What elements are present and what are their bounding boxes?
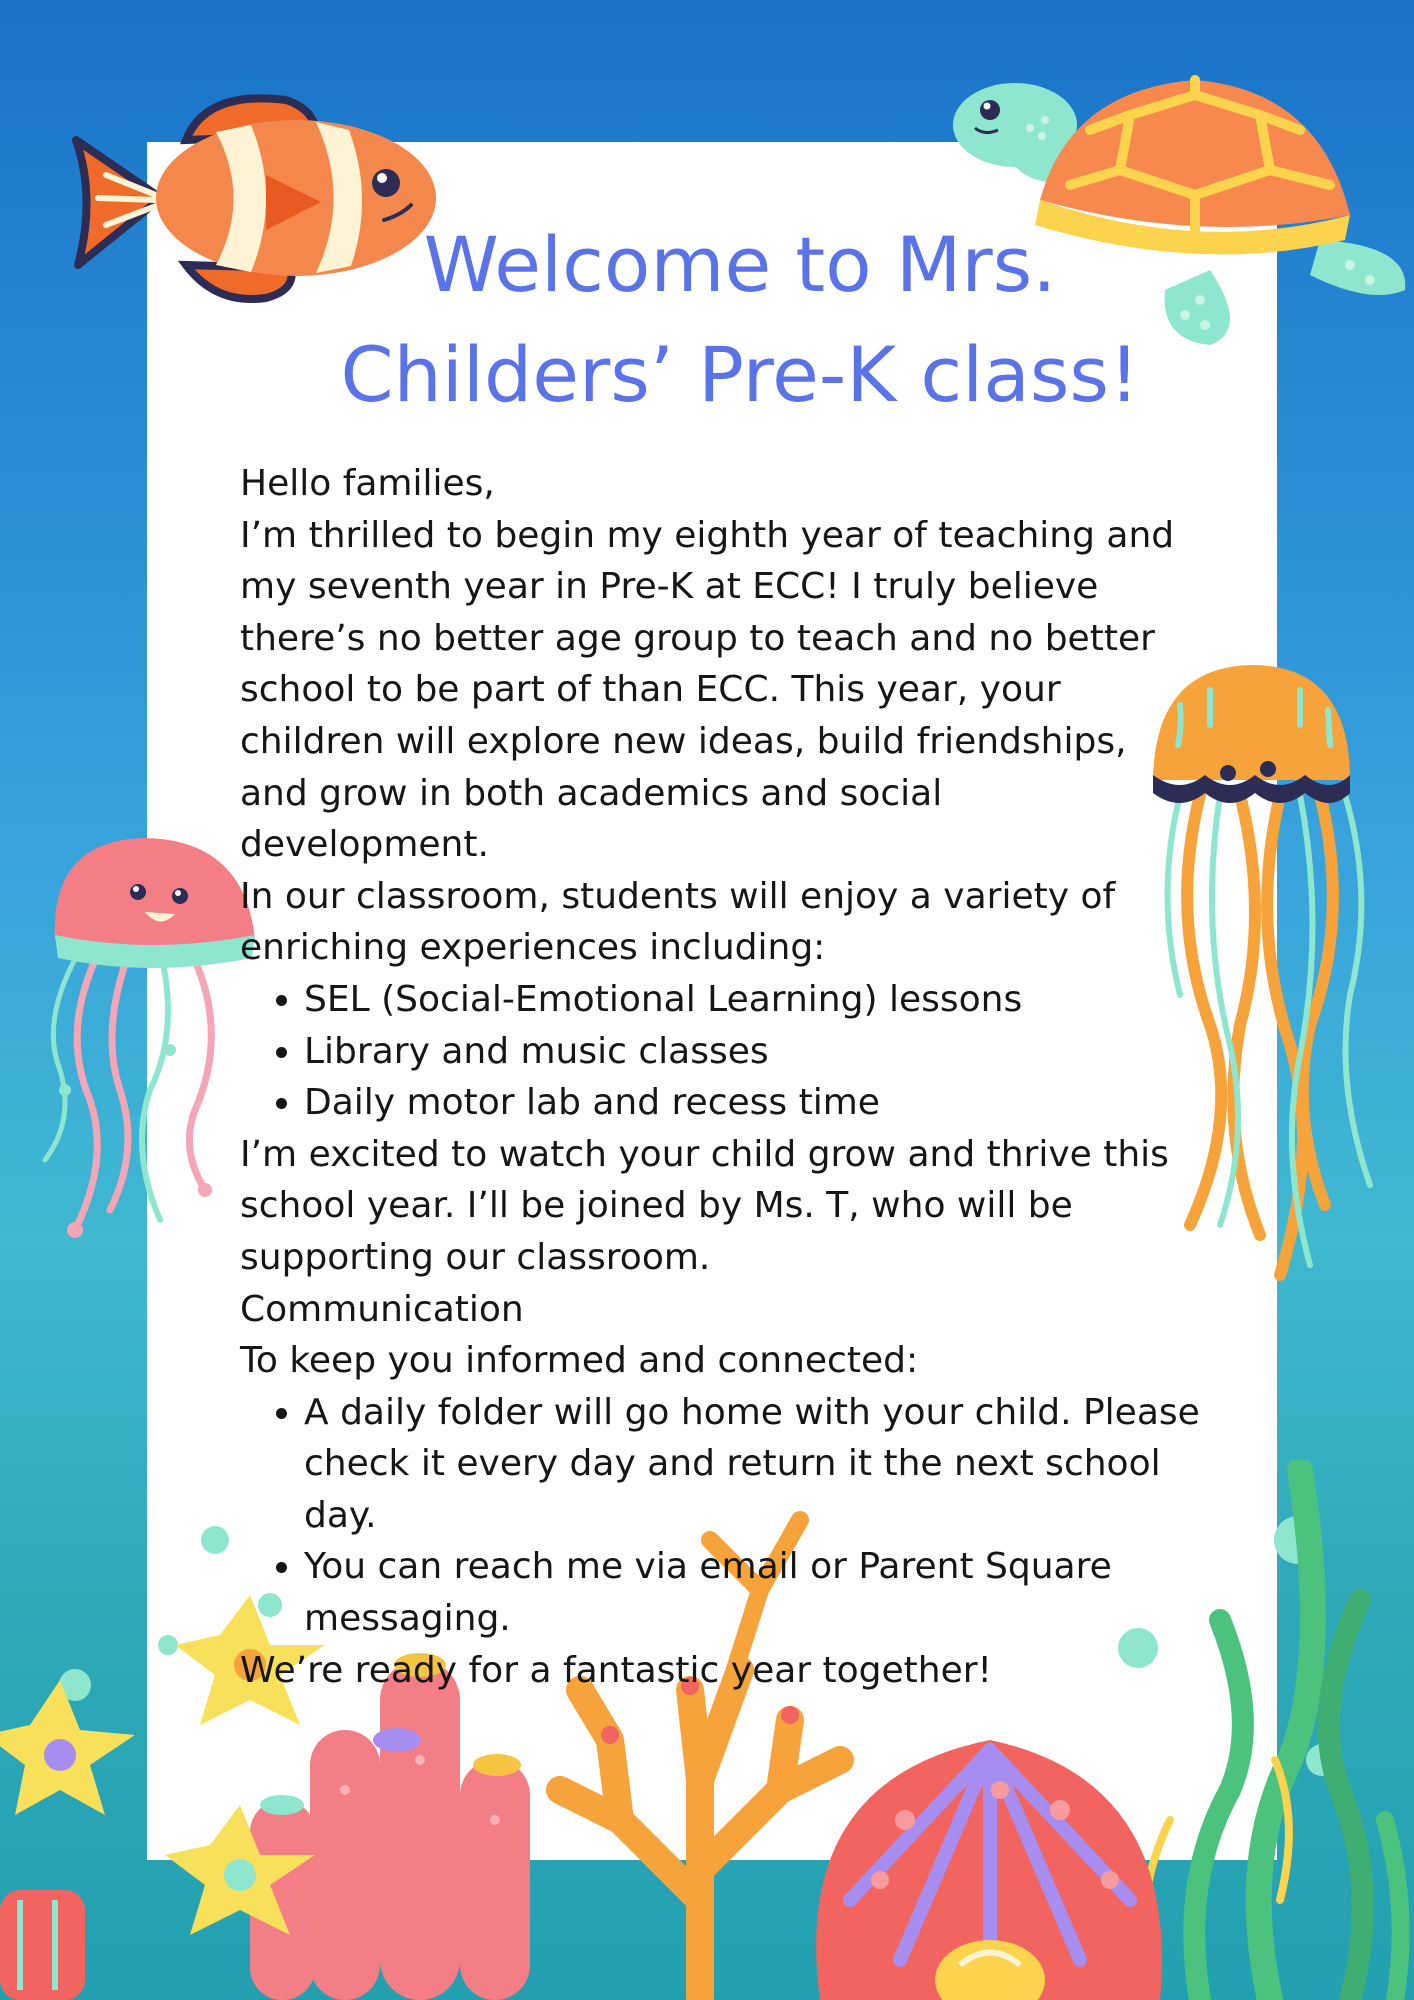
title-line-2: Childers’ Pre-K class! bbox=[340, 330, 1140, 419]
greeting: Hello families, bbox=[240, 463, 495, 504]
title-line-1: Welcome to Mrs. bbox=[423, 220, 1057, 309]
list-item: • Daily motor lab and recess time bbox=[304, 1077, 1200, 1129]
excited-paragraph: I’m excited to watch your child grow and thrive this school year. I’ll be joined by Ms. T, who will be supporting our classroom. bbox=[240, 1133, 1169, 1278]
pink-jellyfish-icon bbox=[20, 830, 260, 1250]
letter-body bbox=[240, 458, 1200, 1696]
communication-intro: To keep you informed and connected: bbox=[240, 1340, 919, 1382]
communication-heading: Communication bbox=[240, 1288, 524, 1330]
list-item: • Library and music classes bbox=[304, 1026, 1200, 1078]
experiences-list bbox=[240, 974, 1200, 1129]
page-title bbox=[300, 210, 1180, 430]
list-item: • You can reach me via email or Parent Square messaging. bbox=[304, 1541, 1200, 1644]
list-item: • SEL (Social-Emotional Learning) lessons bbox=[304, 974, 1200, 1026]
list-item: • A daily folder will go home with your child. Please check it every day and return it the next school day. bbox=[304, 1387, 1200, 1542]
communication-list bbox=[240, 1387, 1200, 1645]
closing-line: We’re ready for a fantastic year together! bbox=[240, 1649, 992, 1691]
intro-paragraph: I’m thrilled to begin my eighth year of teaching and my seventh year in Pre-K at ECC! I truly believe there’s no better age group to teach and no better school to be part of than ECC. This year, your children will explore new ideas, build friendships, and grow in both academics and social development. bbox=[240, 514, 1175, 866]
classroom-intro: In our classroom, students will enjoy a variety of enriching experiences including: bbox=[240, 875, 1116, 969]
